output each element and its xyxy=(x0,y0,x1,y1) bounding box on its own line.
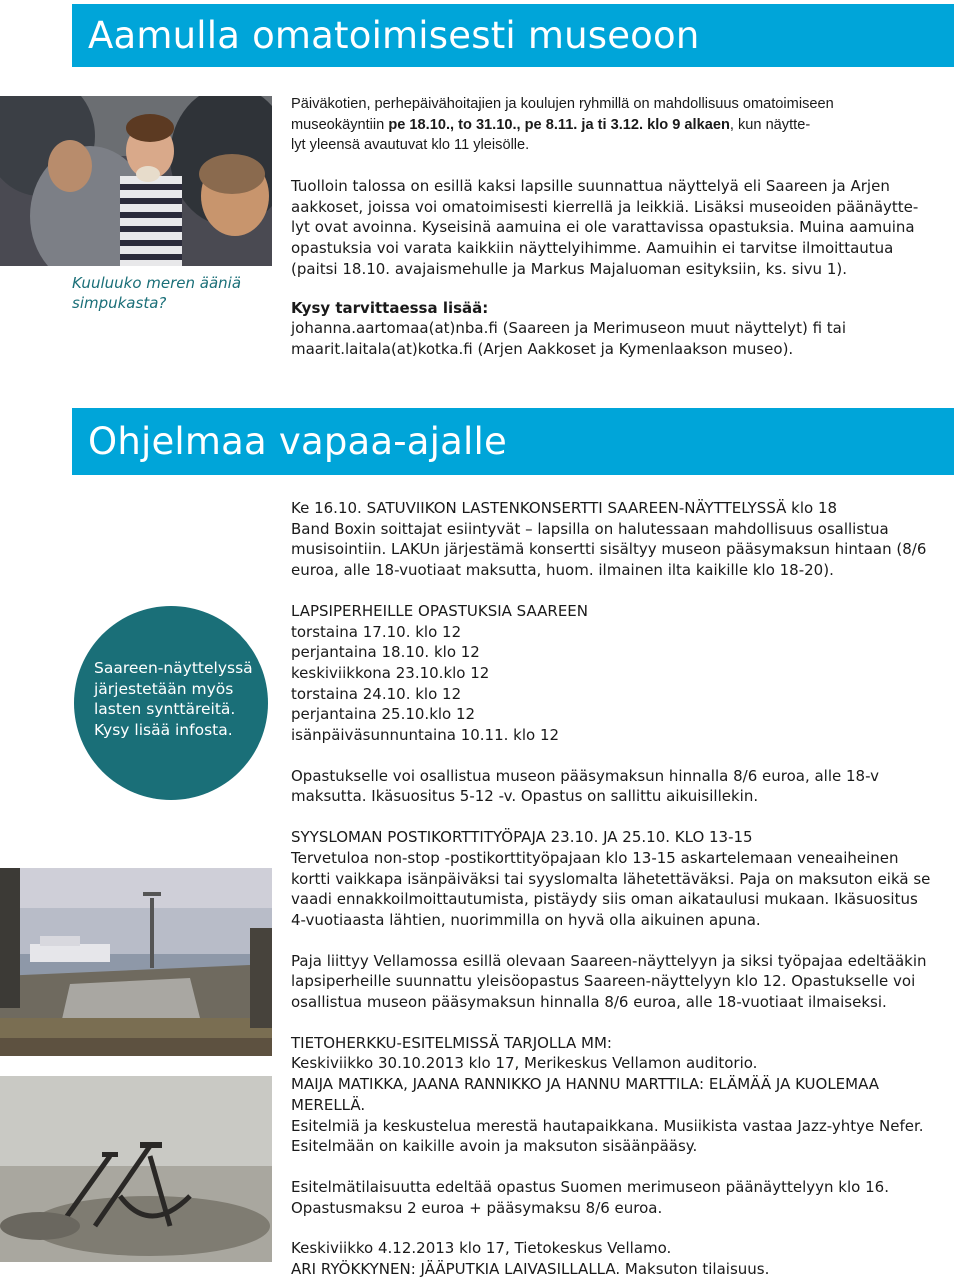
intro-dates: pe 18.10., to 31.10., pe 8.11. ja ti 3.12. klo 9 alkaen xyxy=(388,116,730,133)
workshop-line: kortti vaikkapa isänpäiväksi tai syyslomalta lähetettäväksi. Paja on maksuton eikä se xyxy=(291,869,931,888)
tour-date: torstaina 24.10. klo 12 xyxy=(291,684,462,703)
tour-date: perjantaina 25.10.klo 12 xyxy=(291,705,476,724)
lectures-heading: TIETOHERKKU-ESITELMISSÄ TARJOLLA MM: xyxy=(291,1033,612,1052)
anchors-photo xyxy=(0,1076,272,1262)
tour-date: keskiviikkona 23.10.klo 12 xyxy=(291,663,490,682)
lecture-line: Esitelmään on kaikille avoin ja maksuton sisäänpääsy. xyxy=(291,1137,698,1156)
top-section-banner: Aamulla omatoimisesti museoon xyxy=(72,4,954,67)
exhibits-line: (paitsi 18.10. avajaismehulle ja Markus Majaluoman esityksiin, ks. sivu 1). xyxy=(291,259,847,278)
birthday-info-circle xyxy=(74,606,268,800)
intro-text: museokäyntiin xyxy=(291,116,389,133)
contact-line: johanna.aartomaa(at)nba.fi (Saareen ja Merimuseon muut näyttelyt) fi tai xyxy=(291,319,847,338)
exhibits-line: lyt ovat avoinna. Kyseisinä aamuina ei ole varattavissa opastuksia. Muina aamuina xyxy=(291,218,915,237)
caption-line: Kuuluuko meren ääniä xyxy=(72,274,242,292)
lectures-note-line: Opastusmaksu 2 euroa + pääsymaksu 8/6 euroa. xyxy=(291,1198,663,1217)
tours-note-line: Opastukselle voi osallistua museon pääsymaksun hinnalla 8/6 euroa, alle 18-v xyxy=(291,766,879,785)
lecture2-line: ARI RYÖKKYNEN: JÄÄPUTKIA LAIVASILLALLA. Maksuton tilaisuus. xyxy=(291,1260,770,1279)
exhibits-line: aakkoset, joissa voi omatoimisesti kierrellä ja leikkiä. Lisäksi museoiden päänäytte- xyxy=(291,197,919,216)
lecture-line: Keskiviikko 30.10.2013 klo 17, Merikeskus Vellamon auditorio. xyxy=(291,1054,758,1073)
lectures-note-line: Esitelmätilaisuutta edeltää opastus Suomen merimuseon päänäyttelyyn klo 16. xyxy=(291,1177,889,1196)
exhibits-line: Tuolloin talossa on esillä kaksi lapsille suunnattua näyttelyä eli Saareen ja Arjen xyxy=(291,177,890,195)
ask-more-heading: Kysy tarvittaessa lisää: xyxy=(291,298,489,317)
circle-line: lasten synttäreitä. xyxy=(94,700,236,718)
tours-heading: LAPSIPERHEILLE OPASTUKSIA SAAREEN xyxy=(291,601,589,620)
concert-line: musisointiin. LAKUn järjestämä konsertti sisältyy museon pääsymaksun hintaan (8/6 xyxy=(291,540,927,559)
workshop-note-line: lapsiperheille suunnattu yleisöopastus Saareen-näyttelyyn klo 12. Opastukselle voi xyxy=(291,972,916,991)
lecture-line: Esitelmiä ja keskustelua merestä hautapaikkana. Musiikista vastaa Jazz-yhtye Nefer. xyxy=(291,1116,924,1135)
workshop-line: vaadi ennakkoilmoittautumista, pistäydy siis oman aikataulusi mukaan. Ikäsuositus xyxy=(291,890,918,909)
tour-date: torstaina 17.10. klo 12 xyxy=(291,622,462,641)
children-photo xyxy=(0,96,272,266)
tour-date: perjantaina 18.10. klo 12 xyxy=(291,643,480,662)
workshop-line: 4-vuotiaasta lähtien, nuorimmilla on hyvä olla aikuinen apuna. xyxy=(291,910,761,929)
events-column xyxy=(291,498,953,1280)
harbor-photo xyxy=(0,868,272,1056)
concert-heading: Ke 16.10. SATUVIIKON LASTENKONSERTTI SAAREEN-NÄYTTELYSSÄ klo 18 xyxy=(291,499,838,517)
workshop-line: Tervetuloa non-stop -postikorttityöpajaan klo 13-15 askartelemaan veneaiheinen xyxy=(291,848,899,867)
circle-line: Saareen-näyttelyssä xyxy=(94,659,253,677)
intro-text: , kun näytte- xyxy=(729,116,811,133)
intro-line xyxy=(291,115,953,136)
exhibits-paragraph xyxy=(291,176,953,360)
tour-date: isänpäiväsunnuntaina 10.11. klo 12 xyxy=(291,726,560,745)
lecture-line: MAIJA MATIKKA, JAANA RANNIKKO JA HANNU MARTTILA: ELÄMÄÄ JA KUOLEMAA xyxy=(291,1075,880,1094)
lecture-line: MERELLÄ. xyxy=(291,1095,366,1114)
intro-line: Päiväkotien, perhepäivähoitajien ja koulujen ryhmillä on mahdollisuus omatoimiseen xyxy=(291,96,834,112)
lecture2-line: Keskiviikko 4.12.2013 klo 17, Tietokeskus Vellamo. xyxy=(291,1239,672,1258)
intro-line: lyt yleensä avautuvat klo 11 yleisölle. xyxy=(291,137,530,154)
concert-line: euroa, alle 18-vuotiaat maksutta, huom. ilmainen ilta kaikille klo 18-20). xyxy=(291,561,834,580)
workshop-note-line: Paja liittyy Vellamossa esillä olevaan Saareen-näyttelyyn ja siksi työpajaa edeltääkin xyxy=(291,951,927,970)
leisure-section-banner: Ohjelmaa vapaa-ajalle xyxy=(72,408,954,475)
circle-line: järjestetään myös xyxy=(94,679,234,698)
photo-caption xyxy=(72,273,272,313)
concert-line: Band Boxin soittajat esiintyvät – lapsilla on halutessaan mahdollisuus osallistua xyxy=(291,519,889,538)
circle-line: Kysy lisää infosta. xyxy=(94,720,233,739)
intro-paragraph xyxy=(291,94,953,156)
tours-note-line: maksutta. Ikäsuositus 5-12 -v. Opastus on sallittu aikuisillekin. xyxy=(291,787,759,806)
caption-line: simpukasta? xyxy=(72,294,167,312)
exhibits-line: opastuksia voi varata kaikkiin näyttelyihimme. Aamuihin ei tarvitse ilmoittautua xyxy=(291,239,894,258)
contact-line: maarit.laitala(at)kotka.fi (Arjen Aakkoset ja Kymenlaakson museo). xyxy=(291,339,794,358)
workshop-heading: SYYSLOMAN POSTIKORTTITYÖPAJA 23.10. JA 25.10. KLO 13-15 xyxy=(291,828,753,847)
workshop-note-line: osallistua museon pääsymaksun hinnalla 8/6 euroa, alle 18-vuotiaat ilmaiseksi. xyxy=(291,993,887,1012)
